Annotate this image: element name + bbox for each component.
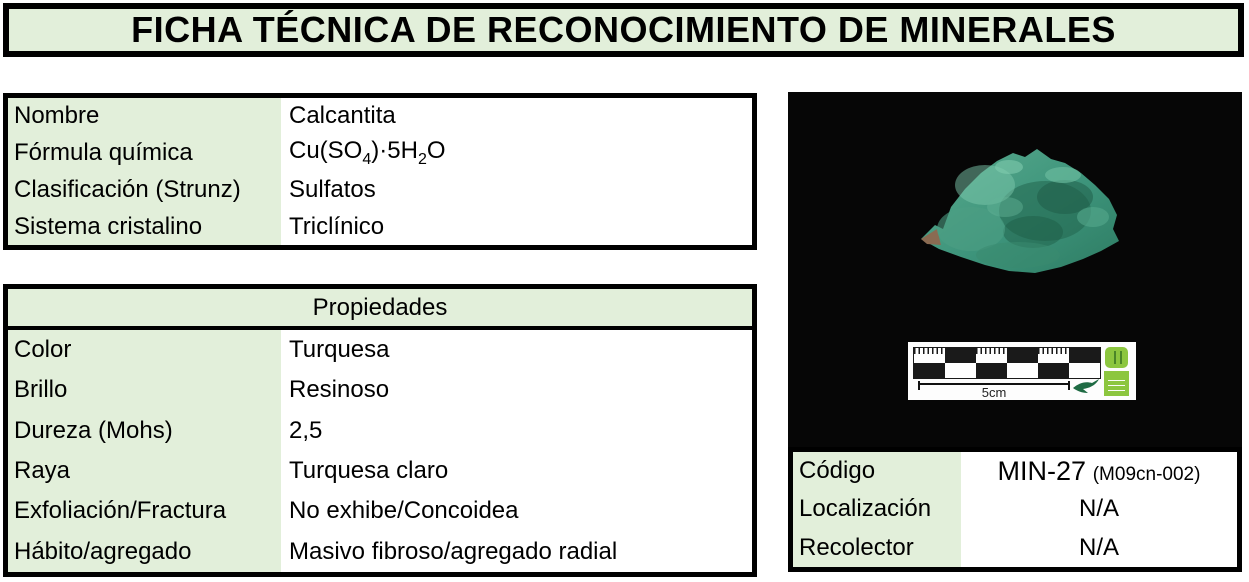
row-value: Triclínico [289, 212, 385, 240]
row-label: Nombre [8, 98, 281, 135]
code-secondary: (M09cn-002) [1092, 463, 1201, 485]
table-row [8, 208, 752, 245]
row-label: Color [8, 330, 281, 370]
table-row [8, 451, 752, 491]
formula-part: )·5H [371, 137, 418, 165]
row-value: Resinoso [289, 376, 390, 404]
row-label: Fórmula química [8, 135, 281, 172]
properties-table [3, 284, 757, 577]
checker-square [945, 348, 976, 363]
row-value: Sulfatos [289, 175, 376, 203]
scale-card [908, 342, 1136, 400]
row-label: Clasificación (Strunz) [8, 172, 281, 209]
row-label: Hábito/agregado [8, 532, 281, 572]
mineral-specimen-image [913, 137, 1128, 277]
chemical-formula [281, 137, 752, 169]
table-row [8, 98, 752, 135]
formula-part: Cu(SO [289, 137, 363, 165]
row-label: Sistema cristalino [8, 208, 281, 245]
table-row [8, 370, 752, 410]
checker-square [1038, 348, 1069, 363]
table-row [8, 411, 752, 451]
row-label: Código [793, 452, 961, 490]
row-value: N/A [1078, 495, 1119, 523]
row-value: No exhibe/Concoidea [289, 497, 519, 525]
checker-square [1007, 363, 1038, 378]
row-value: Masivo fibroso/agregado radial [289, 537, 618, 565]
table-row [8, 491, 752, 531]
formula-subscript: 2 [417, 151, 427, 169]
uis-logo-text-block [1104, 371, 1129, 396]
checker-square [976, 363, 1007, 378]
uis-logo-icon [1105, 347, 1128, 368]
checker-square [914, 363, 945, 378]
row-label: Dureza (Mohs) [8, 411, 281, 451]
table-row [793, 529, 1237, 567]
checker-square [945, 363, 976, 378]
code-table [788, 447, 1242, 572]
table-row [8, 172, 752, 209]
row-value: N/A [1078, 533, 1119, 561]
table-row [793, 452, 1237, 490]
row-value: Calcantita [289, 102, 396, 130]
code-primary: MIN-27 [997, 455, 1087, 486]
row-label: Localización [793, 490, 961, 528]
formula-part: O [426, 137, 446, 165]
row-label: Raya [8, 451, 281, 491]
row-value: Turquesa [289, 336, 390, 364]
hummingbird-logo-icon [1072, 376, 1100, 396]
checker-square [1038, 363, 1069, 378]
specimen-photo [788, 92, 1242, 447]
properties-header: Propiedades [8, 289, 752, 330]
table-row [793, 490, 1237, 528]
formula-subscript: 4 [362, 151, 372, 169]
scale-checkerboard [914, 348, 1100, 378]
specimen-code [961, 456, 1237, 487]
table-row [8, 532, 752, 572]
row-value: Turquesa claro [289, 457, 449, 485]
table-row [8, 135, 752, 172]
row-label: Recolector [793, 529, 961, 567]
scale-length-label: 5cm [981, 385, 1007, 400]
row-label: Brillo [8, 370, 281, 410]
sheet-title-bar [3, 3, 1244, 57]
checker-square [976, 348, 1007, 363]
checker-square [914, 348, 945, 363]
row-label: Exfoliación/Fractura [8, 491, 281, 531]
table-row [8, 330, 752, 370]
row-value: 2,5 [289, 416, 323, 444]
identification-table [3, 93, 757, 250]
sheet-title: FICHA TÉCNICA DE RECONOCIMIENTO DE MINERALES [131, 9, 1116, 50]
checker-square [1007, 348, 1038, 363]
checker-square [1069, 348, 1100, 363]
